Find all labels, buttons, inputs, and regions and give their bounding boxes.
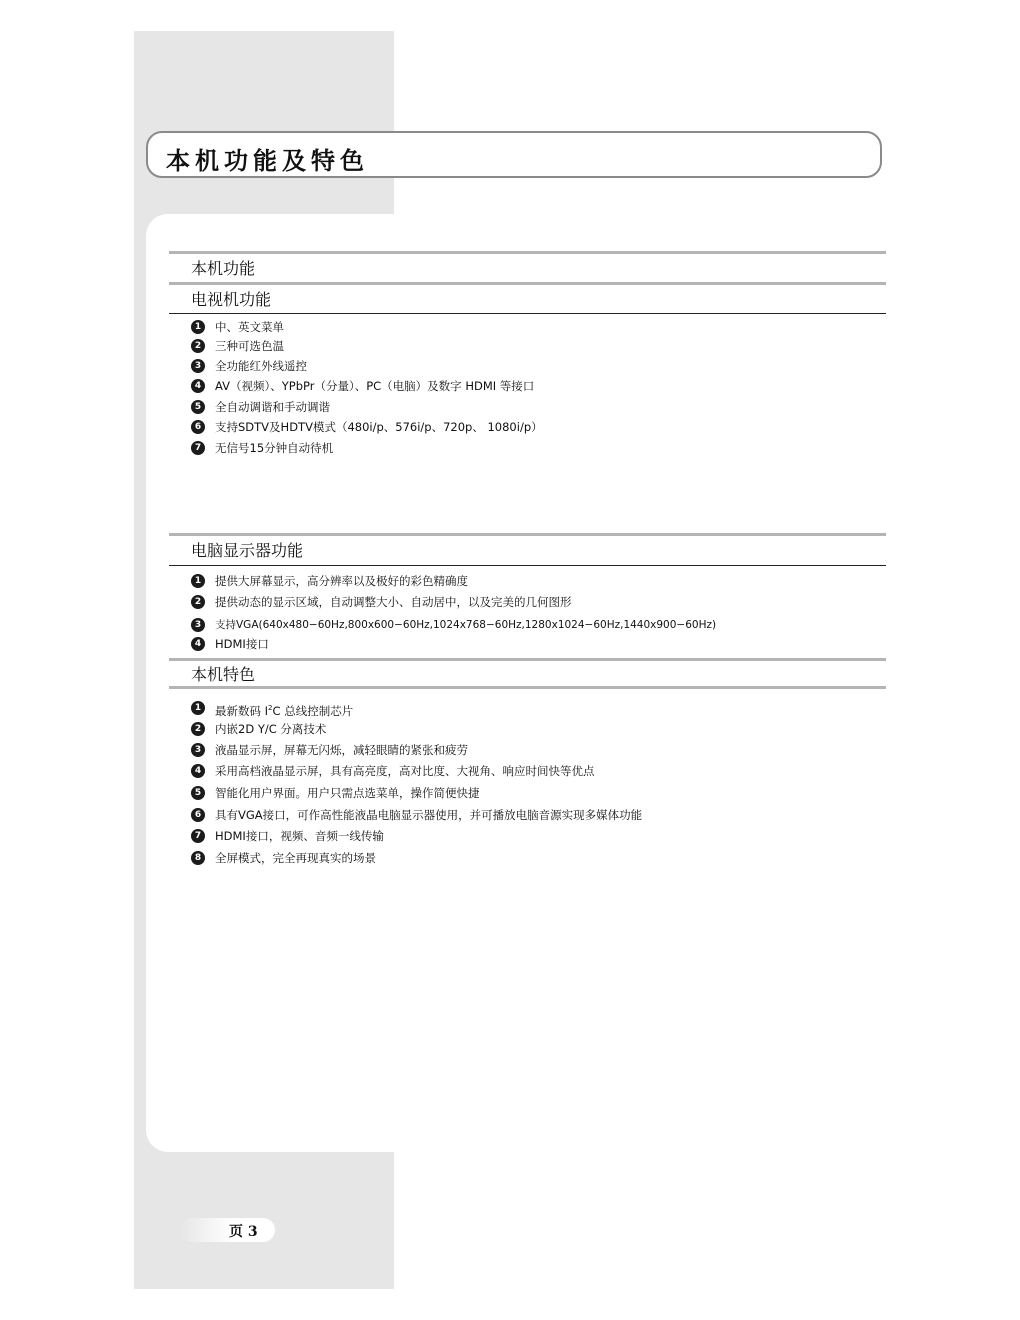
list-item-text: 最新数码 $I^2C$ 总线控制芯片 <box>215 703 354 718</box>
tv-heading: 电视机功能 <box>191 290 272 309</box>
list-item-text: 液晶显示屏，屏幕无闪烁，减轻眼睛的紧张和疲劳 <box>215 743 468 757</box>
special-heading: 本机特色 <box>191 665 256 684</box>
number-badge-icon: 1 <box>191 574 205 588</box>
features-heading: 本机功能 <box>191 259 256 278</box>
list-item-text: 提供动态的显示区域，自动调整大小、自动居中，以及完美的几何图形 <box>215 595 572 609</box>
list-item-text: 全功能红外线遥控 <box>215 359 307 373</box>
section-underline <box>169 565 886 566</box>
section-divider <box>169 686 886 689</box>
section-divider <box>169 251 886 254</box>
list-item-text: 支持SDTV及HDTV模式（480i/p、576i/p、720p、 1080i/p） <box>215 420 543 434</box>
section-divider <box>169 282 886 285</box>
list-item-text: 智能化用户界面。用户只需点选菜单，操作简便快捷 <box>215 786 480 800</box>
page-number: 页 3 <box>229 1224 258 1240</box>
list-item-text: AV（视频）、YPbPr（分量）、PC（电脑）及数字 HDMI 等接口 <box>215 379 535 393</box>
list-item-text: 采用高档液晶显示屏，具有高亮度，高对比度、大视角、响应时间快等优点 <box>215 764 595 778</box>
list-item-text: 提供大屏幕显示，高分辨率以及极好的彩色精确度 <box>215 574 468 588</box>
number-badge-icon: 7 <box>191 441 205 455</box>
number-badge-icon: 4 <box>191 379 205 393</box>
page-number-pill <box>180 1218 275 1242</box>
list-item-text: 三种可选色温 <box>215 339 284 353</box>
number-badge-icon: 3 <box>191 743 205 757</box>
number-badge-icon: 6 <box>191 808 205 822</box>
list-item-text: 具有VGA接口，可作高性能液晶电脑显示器使用，并可播放电脑音源实现多媒体功能 <box>215 808 643 822</box>
section-divider <box>169 533 886 536</box>
number-badge-icon: 1 <box>191 701 205 715</box>
list-item-text: 全自动调谐和手动调谐 <box>215 400 330 414</box>
number-badge-icon: 7 <box>191 829 205 843</box>
list-item-text: 内嵌2D Y/C 分离技术 <box>215 722 327 736</box>
list-item-text: HDMI接口，视频、音频一线传输 <box>215 829 384 843</box>
list-item-text: 全屏模式，完全再现真实的场景 <box>215 851 376 865</box>
page-title: 本机功能及特色 <box>166 146 369 175</box>
page-title-box <box>146 131 882 178</box>
number-badge-icon: 5 <box>191 400 205 414</box>
number-badge-icon: 2 <box>191 722 205 736</box>
pc-heading: 电脑显示器功能 <box>191 541 304 560</box>
content-panel <box>146 214 1020 1152</box>
list-item-text: HDMI接口 <box>215 637 269 651</box>
list-item-text: 无信号15分钟自动待机 <box>215 441 334 455</box>
number-badge-icon: 3 <box>191 618 205 632</box>
number-badge-icon: 2 <box>191 339 205 353</box>
section-divider <box>169 658 886 661</box>
number-badge-icon: 3 <box>191 359 205 373</box>
list-item-text: 支持VGA(640x480−60Hz,800x600−60Hz,1024x768−60Hz,1280x1024−60Hz,1440x900−60Hz) <box>215 619 717 631</box>
number-badge-icon: 2 <box>191 595 205 609</box>
number-badge-icon: 5 <box>191 786 205 800</box>
list-item-text: 中、英文菜单 <box>215 320 284 334</box>
number-badge-icon: 4 <box>191 637 205 651</box>
number-badge-icon: 4 <box>191 764 205 778</box>
number-badge-icon: 8 <box>191 851 205 865</box>
section-underline <box>169 313 886 314</box>
number-badge-icon: 1 <box>191 320 205 334</box>
number-badge-icon: 6 <box>191 420 205 434</box>
